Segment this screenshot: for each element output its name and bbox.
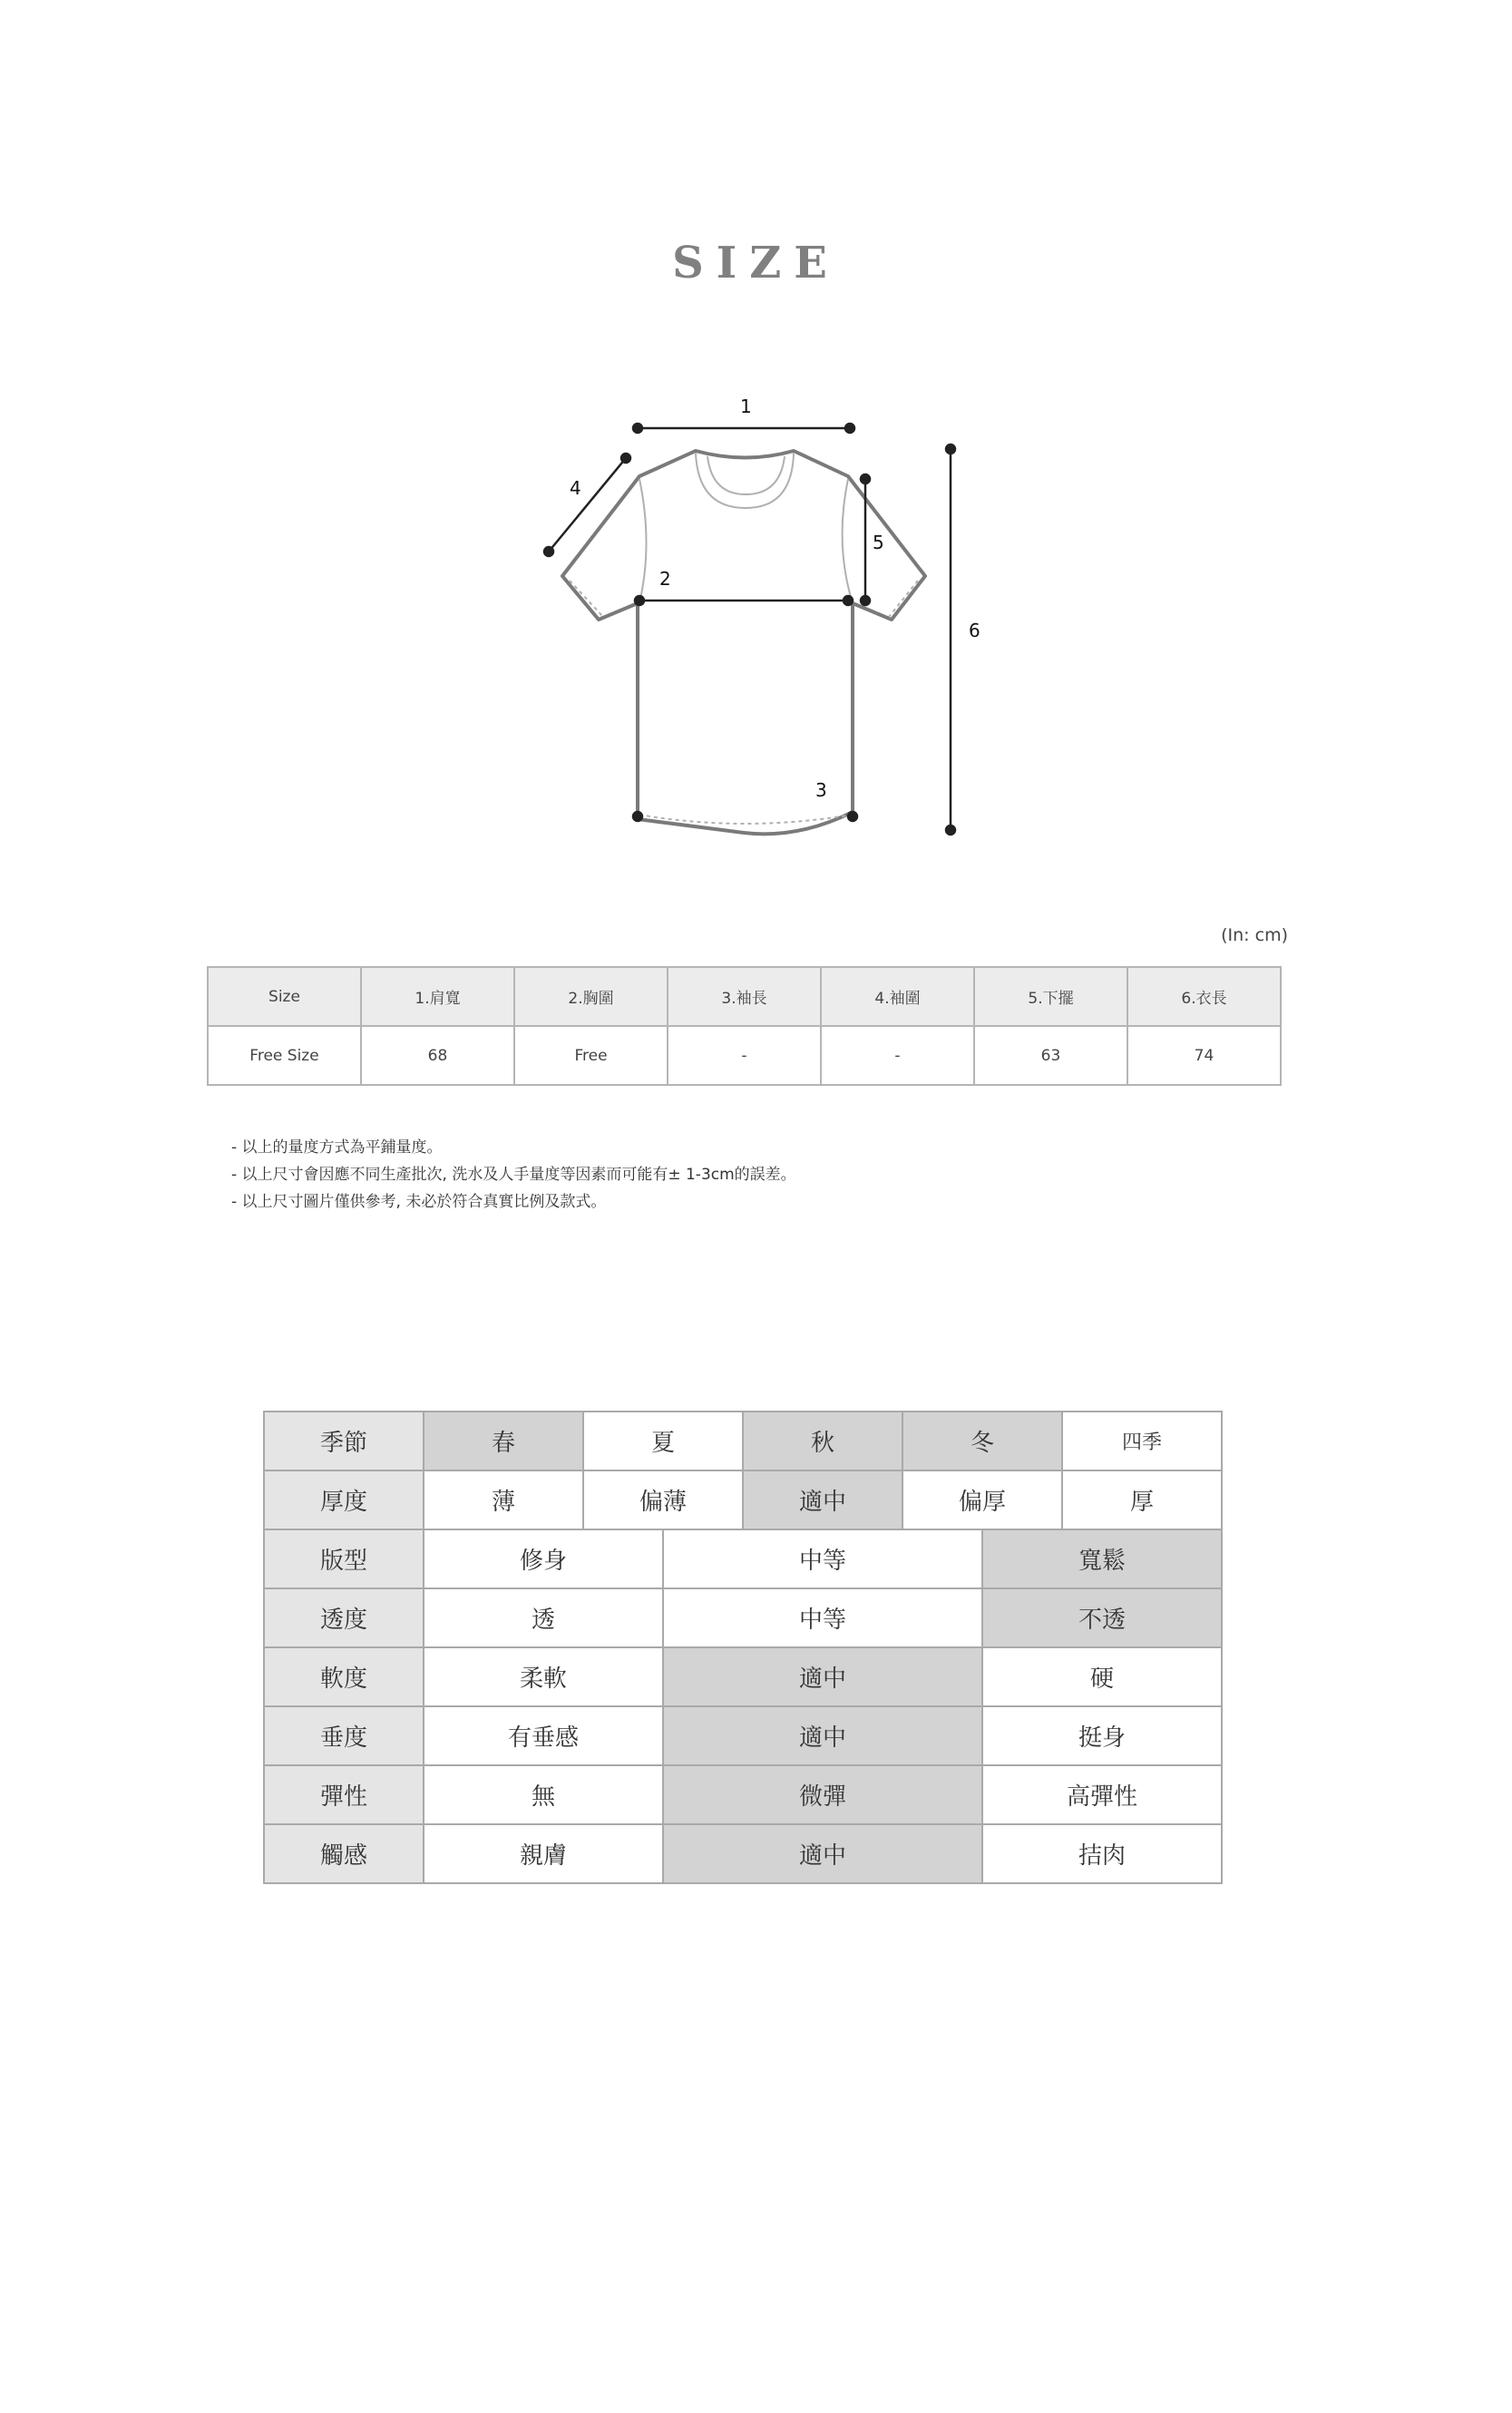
size-cell: 68 <box>361 1026 514 1085</box>
size-cell: - <box>668 1026 821 1085</box>
size-cell: - <box>821 1026 974 1085</box>
size-header-cell: 2.胸圍 <box>514 967 668 1026</box>
attr-option: 偏厚 <box>902 1470 1062 1529</box>
attr-option: 夏 <box>583 1412 743 1470</box>
size-table-row <box>208 1026 1281 1085</box>
attr-option: 冬 <box>902 1412 1062 1470</box>
attr-option: 寬鬆 <box>982 1529 1222 1588</box>
attr-option: 柔軟 <box>424 1647 663 1706</box>
attr-option: 硬 <box>982 1647 1222 1706</box>
attr-option: 適中 <box>663 1647 982 1706</box>
size-cell: 74 <box>1127 1026 1281 1085</box>
page-title: SIZE <box>672 238 840 288</box>
size-header-cell: 3.袖長 <box>668 967 821 1026</box>
attr-label: 觸感 <box>264 1824 424 1883</box>
attr-row-drape <box>264 1706 1222 1765</box>
size-header-cell: 1.肩寬 <box>361 967 514 1026</box>
fabric-attribute-table <box>263 1411 1223 1884</box>
note-line: - 以上尺寸圖片僅供參考, 未必於符合真實比例及款式。 <box>231 1193 607 1211</box>
note-line: - 以上的量度方式為平鋪量度。 <box>231 1138 443 1157</box>
attr-row-softness <box>264 1647 1222 1706</box>
attr-row-elasticity <box>264 1765 1222 1824</box>
size-table <box>207 966 1282 1086</box>
attr-label: 透度 <box>264 1588 424 1647</box>
attr-option: 四季 <box>1062 1412 1222 1470</box>
attr-option: 秋 <box>743 1412 902 1470</box>
measure-label-6: 6 <box>969 620 980 641</box>
attr-option: 不透 <box>982 1588 1222 1647</box>
size-header-cell: 4.袖圍 <box>821 967 974 1026</box>
attr-option: 高彈性 <box>982 1765 1222 1824</box>
attr-option: 微彈 <box>663 1765 982 1824</box>
unit-label: (In: cm) <box>1221 925 1288 945</box>
note-line: - 以上尺寸會因應不同生產批次, 洗水及人手量度等因素而可能有± 1-3cm的誤差。 <box>231 1166 796 1184</box>
attr-option: 中等 <box>663 1588 982 1647</box>
attr-row-thickness <box>264 1470 1222 1529</box>
size-header-cell: 6.衣長 <box>1127 967 1281 1026</box>
size-cell: Free <box>514 1026 668 1085</box>
attr-label: 版型 <box>264 1529 424 1588</box>
measure-label-2: 2 <box>659 568 671 590</box>
measure-label-4: 4 <box>570 477 581 499</box>
measurement-notes <box>231 1134 796 1216</box>
attr-option: 適中 <box>663 1706 982 1765</box>
attr-label: 彈性 <box>264 1765 424 1824</box>
attr-row-transparency <box>264 1588 1222 1647</box>
tshirt-measurement-diagram <box>508 381 1016 853</box>
attr-row-touch <box>264 1824 1222 1883</box>
attr-option: 透 <box>424 1588 663 1647</box>
attr-label: 軟度 <box>264 1647 424 1706</box>
size-header-cell: Size <box>208 967 361 1026</box>
attr-row-season <box>264 1412 1222 1470</box>
attr-option: 親膚 <box>424 1824 663 1883</box>
attr-label: 季節 <box>264 1412 424 1470</box>
size-header-cell: 5.下擺 <box>974 967 1127 1026</box>
attr-option: 適中 <box>663 1824 982 1883</box>
size-cell: Free Size <box>208 1026 361 1085</box>
attr-label: 垂度 <box>264 1706 424 1765</box>
attr-row-fit <box>264 1529 1222 1588</box>
measure-label-3: 3 <box>815 779 827 801</box>
attr-option: 修身 <box>424 1529 663 1588</box>
size-table-header-row <box>208 967 1281 1026</box>
attr-option: 厚 <box>1062 1470 1222 1529</box>
attr-option: 無 <box>424 1765 663 1824</box>
attr-option: 拮肉 <box>982 1824 1222 1883</box>
measure-label-5: 5 <box>873 532 884 553</box>
attr-option: 春 <box>424 1412 583 1470</box>
attr-option: 挺身 <box>982 1706 1222 1765</box>
attr-label: 厚度 <box>264 1470 424 1529</box>
measure-label-1: 1 <box>740 396 752 417</box>
attr-option: 有垂感 <box>424 1706 663 1765</box>
attr-option: 偏薄 <box>583 1470 743 1529</box>
attr-option: 薄 <box>424 1470 583 1529</box>
attr-option: 適中 <box>743 1470 902 1529</box>
size-cell: 63 <box>974 1026 1127 1085</box>
attr-option: 中等 <box>663 1529 982 1588</box>
